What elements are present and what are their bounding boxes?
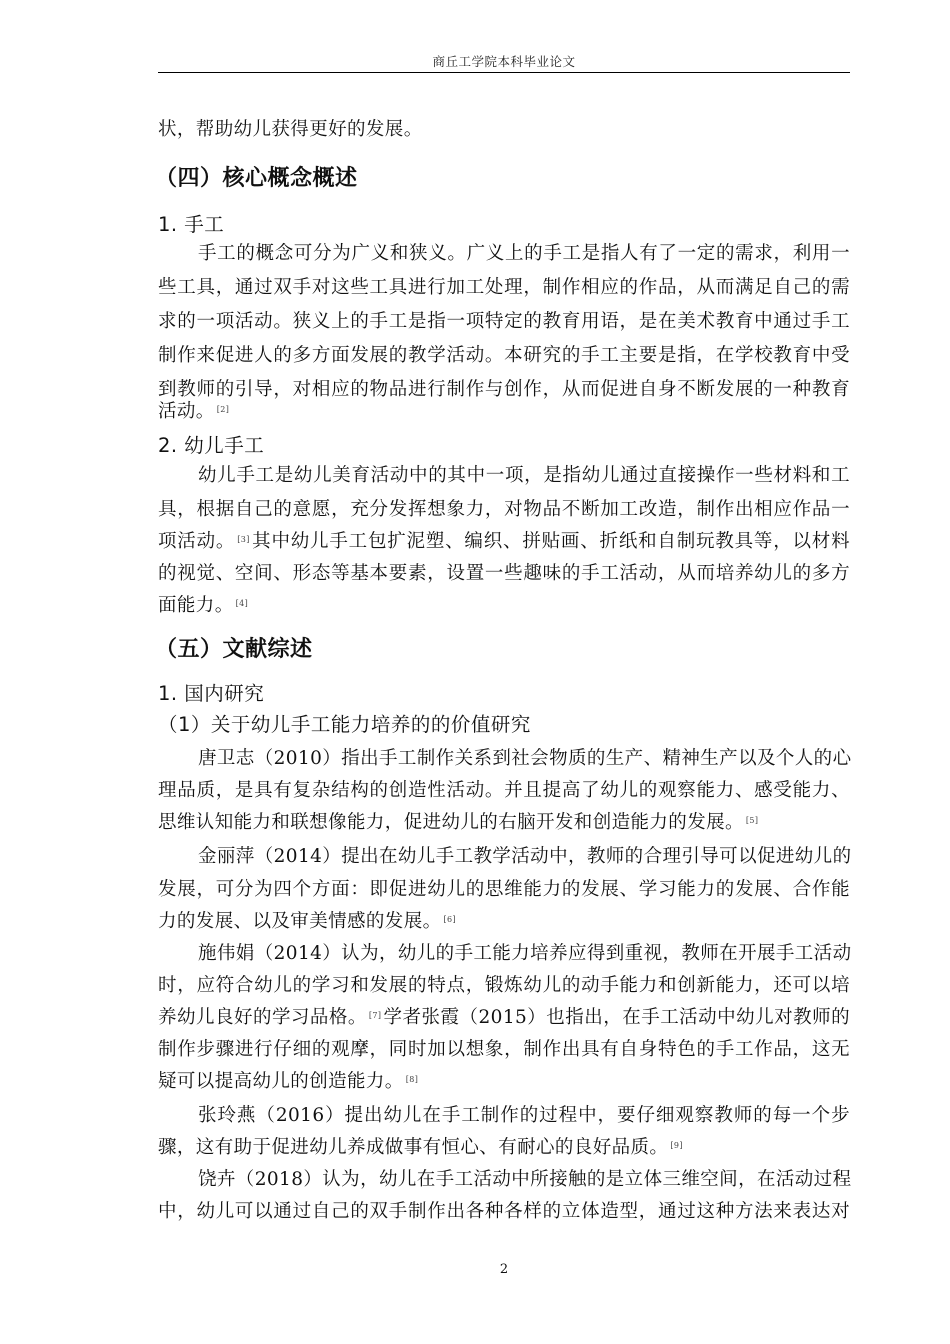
citation-ref[interactable]: [6] [443, 915, 457, 924]
citation-ref[interactable]: [2] [216, 405, 230, 414]
header-rule [158, 72, 850, 73]
page-number: 2 [499, 1262, 509, 1277]
subsection-heading-child-handcraft: 2. 幼儿手工 [158, 434, 265, 457]
citation-ref[interactable]: [9] [670, 1141, 683, 1150]
citation-ref[interactable]: [7] [368, 1011, 382, 1020]
section-heading-four: （四）核心概念概述 [155, 166, 358, 191]
citation-ref[interactable]: [4] [235, 599, 249, 608]
subsection-heading-domestic: 1. 国内研究 [158, 682, 265, 705]
page-header-title: 商丘工学院本科毕业论文 [432, 54, 576, 69]
section-heading-five: （五）文献综述 [155, 637, 313, 662]
citation-ref[interactable]: [8] [405, 1075, 419, 1084]
body-text-line: 状，帮助幼儿获得更好的发展。 [158, 119, 423, 140]
citation-ref[interactable]: [5] [745, 816, 759, 825]
subsection-heading-handcraft: 1. 手工 [158, 213, 225, 236]
subsubsection-heading-value: （1）关于幼儿手工能力培养的的价值研究 [158, 713, 531, 736]
citation-ref[interactable]: [3] [237, 535, 250, 544]
